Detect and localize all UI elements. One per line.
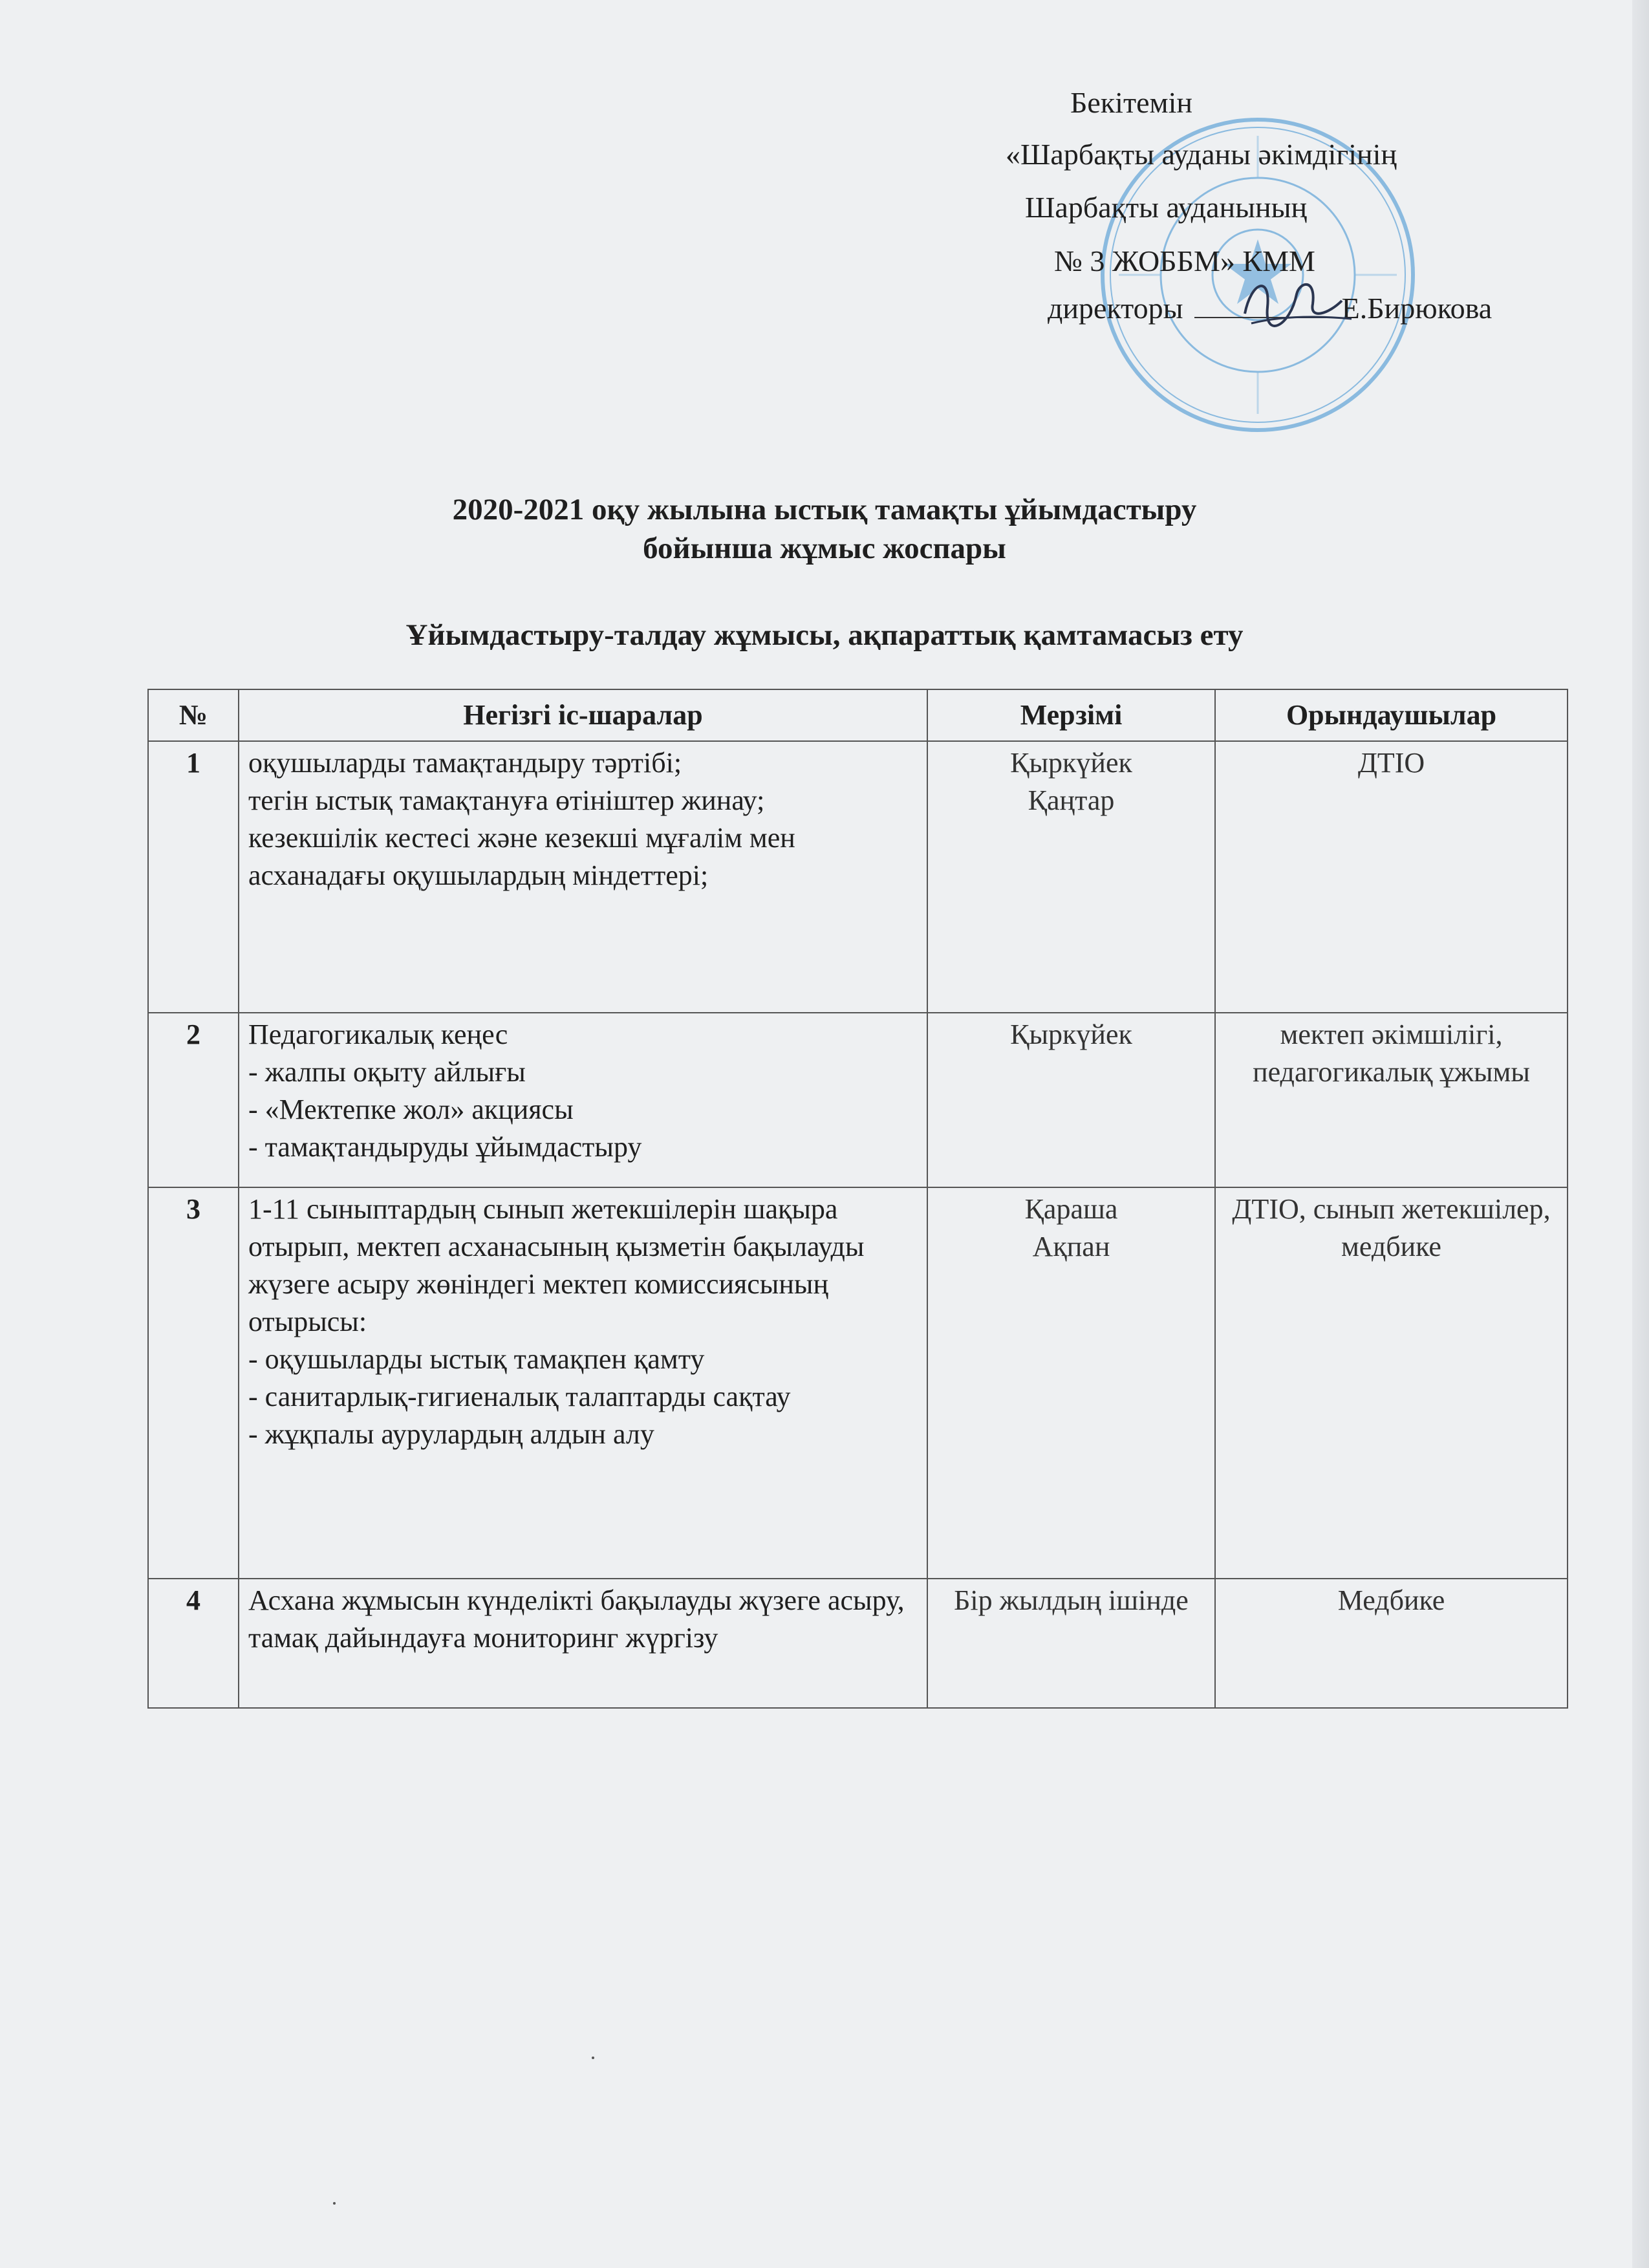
approval-heading: Бекітемін <box>1070 86 1192 119</box>
approval-org-line2: Шарбақты ауданының <box>1025 191 1308 224</box>
row-number: 3 <box>148 1187 239 1579</box>
scan-speck <box>333 2202 336 2205</box>
activity-item: тегін ыстық тамақтануға өтініштер жинау; <box>248 784 765 816</box>
approval-org-line1: «Шарбақты ауданы әкімдігінің <box>1006 138 1397 171</box>
executor-item: Медбике <box>1337 1584 1445 1616</box>
executor-item: мектеп әкімшілігі, педагогикалық ұжымы <box>1253 1019 1530 1088</box>
header-activities: Негізгі іс-шаралар <box>239 689 927 741</box>
row-executors <box>1215 741 1568 1013</box>
activity-item: - оқушыларды ыстық тамақпен қамту <box>248 1343 705 1375</box>
table-header-row <box>148 689 1568 741</box>
activity-item: Педагогикалық кеңес <box>248 1019 508 1050</box>
table-row <box>148 741 1568 1013</box>
row-activities <box>239 741 927 1013</box>
term-item: Ақпан <box>1032 1231 1110 1262</box>
director-name: Е.Бирюкова <box>1341 292 1493 325</box>
document-title-line1: 2020-2021 оқу жылына ыстық тамақты ұйымдастыру <box>452 493 1197 526</box>
table-row <box>148 1187 1568 1579</box>
activity-item: кезекшілік кестесі және кезекші мұғалім мен асханадағы оқушылардың міндеттері; <box>248 822 795 891</box>
page-edge <box>1632 0 1649 2268</box>
approval-org-line3: № 3 ЖОББМ» КММ <box>1054 244 1315 277</box>
row-number: 2 <box>148 1013 239 1187</box>
header-term: Мерзімі <box>927 689 1215 741</box>
row-number: 4 <box>148 1579 239 1708</box>
term-item: Қыркүйек <box>1010 747 1132 779</box>
row-executors <box>1215 1013 1568 1187</box>
section-subtitle: Ұйымдастыру-талдау жұмысы, ақпараттық қамтамасыз ету <box>405 618 1244 652</box>
director-label: директоры <box>1048 292 1183 325</box>
row-executors <box>1215 1187 1568 1579</box>
row-term <box>927 1187 1215 1579</box>
table-row <box>148 1579 1568 1708</box>
header-executors: Орындаушылар <box>1215 689 1568 741</box>
activity-item: - жалпы оқыту айлығы <box>248 1056 526 1088</box>
activity-item: оқушыларды тамақтандыру тәртібі; <box>248 747 682 779</box>
row-term <box>927 1579 1215 1708</box>
row-activities <box>239 1579 927 1708</box>
executor-item: ДТІО <box>1357 747 1425 779</box>
plan-table <box>147 689 1568 1709</box>
row-term <box>927 741 1215 1013</box>
activity-item: - «Мектепке жол» акциясы <box>248 1094 574 1125</box>
activity-item: - жұқпалы аурулардың алдын алу <box>248 1418 654 1450</box>
row-number: 1 <box>148 741 239 1013</box>
document-title-line2: бойынша жұмыс жоспары <box>643 532 1006 565</box>
row-term <box>927 1013 1215 1187</box>
row-executors <box>1215 1579 1568 1708</box>
activity-item: 1-11 сыныптардың сынып жетекшілерін шақыра отырып, мектеп асханасының қызметін бақылауды жүзеге асыру жөніндегі мектеп комиссиясының отырысы: <box>248 1193 865 1337</box>
table-row <box>148 1013 1568 1187</box>
handwritten-signature <box>1232 268 1361 340</box>
activity-item: - тамақтандыруды ұйымдастыру <box>248 1131 642 1163</box>
row-activities <box>239 1013 927 1187</box>
header-number: № <box>148 689 239 741</box>
term-item: Бір жылдың ішінде <box>954 1584 1189 1616</box>
term-item: Қараша <box>1024 1193 1118 1225</box>
term-item: Қаңтар <box>1028 784 1115 816</box>
scan-speck <box>592 2057 594 2059</box>
activity-item: Асхана жұмысын күнделікті бақылауды жүзеге асыру, тамақ дайындауға мониторинг жүргізу <box>248 1584 905 1654</box>
executor-item: ДТІО, сынып жетекшілер, медбике <box>1232 1193 1551 1262</box>
term-item: Қыркүйек <box>1010 1019 1132 1050</box>
row-activities <box>239 1187 927 1579</box>
activity-item: - санитарлық-гигиеналық талаптарды сақтау <box>248 1381 791 1412</box>
